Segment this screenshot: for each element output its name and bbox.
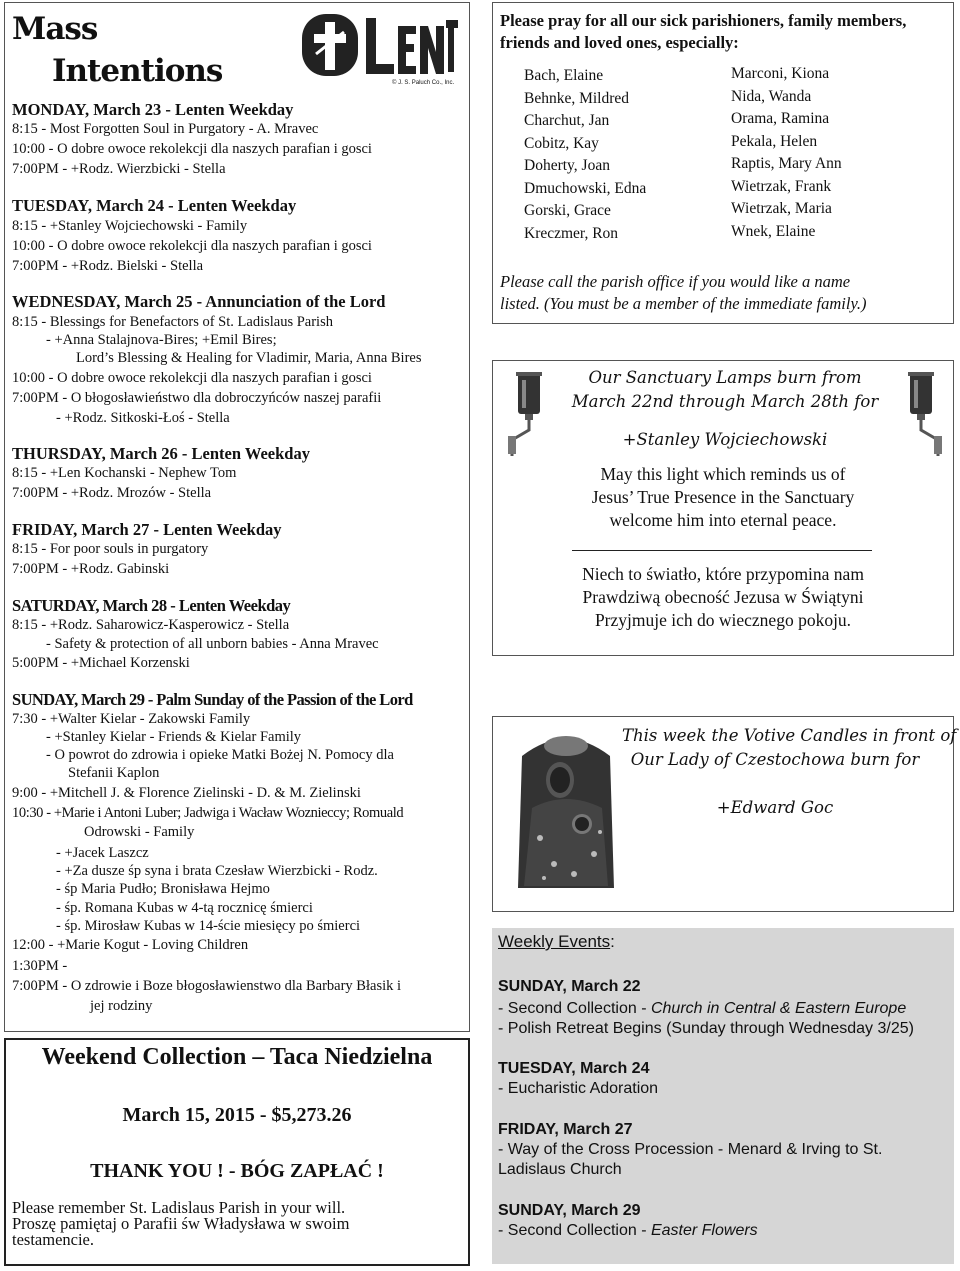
intention-line: 7:00PM - +Rodz. Gabinski [12,561,170,577]
sick-name: Cobitz, Kay [524,135,599,152]
will-reminder-line: Please remember St. Ladislaus Parish in your will. [12,1198,346,1217]
intention-line: 7:00PM - O błogosławieństwo dla dobroczyńców naszej parafii [12,390,382,406]
intention-line: 7:00PM - +Rodz. Mrozów - Stella [12,485,212,501]
intention-line: Lord’s Blessing & Healing for Vladimir, Maria, Anna Bires [76,350,422,366]
sick-name: Bach, Elaine [524,67,604,84]
intention-line: 1:30PM - [12,958,68,974]
copyright-notice: © J. S. Paluch Co., Inc. [392,80,455,86]
lamps-polish-line: Niech to światło, które przypomina nam [582,564,864,584]
intention-line: - +Stanley Kielar - Friends & Kielar Family [46,729,302,745]
collection-amount: March 15, 2015 - $5,273.26 [122,1104,352,1126]
monday-heading: MONDAY, March 23 - Lenten Weekday [12,100,294,119]
lamps-line: Our Sanctuary Lamps burn from [588,368,862,387]
intention-line: 10:30 - +Marie i Antoni Luber; Jadwiga i Wacław Woznieccy; Romuald [12,805,404,821]
event-line: - Second Collection - Easter Flowers [498,1222,758,1239]
event-line: - Eucharistic Adoration [498,1080,659,1097]
weekly-events-title: Weekly Events: [498,932,615,951]
intention-line: 9:00 - +Mitchell J. & Florence Zielinski - D. & M. Zielinski [12,785,361,801]
event-day-heading: TUESDAY, March 24 [498,1060,650,1077]
votive-line: This week the Votive Candles in front of [622,726,957,745]
sick-name: Orama, Ramina [731,110,830,127]
lamps-polish-line: Prawdziwą obecność Jezusa w Świątyni [582,587,864,607]
lamps-polish-line: Przyjmuje ich do wiecznego pokoju. [594,610,852,630]
intention-line: - +Rodz. Sitkoski-Łoś - Stella [56,410,230,426]
mass-title-line2: Intentions [52,53,223,89]
event-day-heading: SUNDAY, March 22 [498,978,641,995]
sick-list-note: listed. (You must be a member of the immediate family.) [500,294,867,313]
intention-line: 7:30 - +Walter Kielar - Zakowski Family [12,711,251,727]
intention-line: - śp Maria Pudło; Bronisława Hejmo [56,881,270,897]
intention-line: 5:00PM - +Michael Korzenski [12,655,190,671]
will-reminder-line: testamencie. [12,1230,95,1249]
sick-name: Wnek, Elaine [731,223,816,240]
sick-list-note: Please call the parish office if you would like a name [500,272,851,291]
sick-name: Pekala, Helen [731,133,818,150]
mass-title-line1: Mass [12,11,98,47]
sanctuary-lamp-icon [508,370,550,456]
intention-line: 10:00 - O dobre owoce rekolekcji dla naszych parafian i gosci [12,238,372,254]
sick-name: Dmuchowski, Edna [524,180,647,197]
tuesday-heading: TUESDAY, March 24 - Lenten Weekday [12,196,297,215]
intention-line: 8:15 - +Stanley Wojciechowski - Family [12,218,248,234]
sick-name: Behnke, Mildred [524,90,630,107]
lamps-name: +Stanley Wojciechowski [622,430,828,449]
collection-title: Weekend Collection – Taca Niedzielna [41,1044,433,1070]
sick-name: Nida, Wanda [731,88,812,105]
saturday-heading: SATURDAY, March 28 - Lenten Weekday [12,596,291,615]
sick-name: Marconi, Kiona [731,65,830,82]
intention-line: - +Za dusze śp syna i brata Czesław Wierzbicki - Rodz. [56,863,378,879]
intention-line: Odrowski - Family [84,824,195,840]
intention-line: 8:15 - +Len Kochanski - Nephew Tom [12,465,237,481]
intention-line: Stefanii Kaplon [68,765,160,781]
sick-name: Charchut, Jan [524,112,610,129]
thursday-heading: THURSDAY, March 26 - Lenten Weekday [12,444,310,463]
sick-list-heading: Please pray for all our sick parishioners, family members, friends and loved ones, especially: [500,11,907,52]
our-lady-of-czestochowa-image [510,728,622,896]
intention-line: - +Anna Stalajnova-Bires; +Emil Bires; [46,332,277,348]
intention-line: 10:00 - O dobre owoce rekolekcji dla naszych parafian i gosci [12,370,372,386]
event-day-heading: FRIDAY, March 27 [498,1121,633,1138]
wednesday-heading: WEDNESDAY, March 25 - Annunciation of the Lord [12,292,386,311]
sick-name: Gorski, Grace [524,202,611,219]
lamps-english-line: Jesus’ True Presence in the Sanctuary [591,487,855,507]
intention-line: - śp. Mirosław Kubas w 14-ście miesięcy po śmierci [56,918,361,934]
lent-logo-cross-icon [300,12,460,84]
weekly-events-panel [492,928,954,1264]
collection-thanks: THANK YOU ! - BÓG ZAPŁAĆ ! [90,1160,384,1182]
sanctuary-lamp-icon [900,370,942,456]
intention-line: 8:15 - Blessings for Benefactors of St. Ladislaus Parish [12,314,333,330]
event-line: - Polish Retreat Begins (Sunday through Wednesday 3/25) [498,1020,914,1037]
intention-line: 8:15 - +Rodz. Saharowicz-Kasperowicz - Stella [12,617,290,633]
intention-line: jej rodziny [90,998,153,1014]
sunday-heading: SUNDAY, March 29 - Palm Sunday of the Passion of the Lord [12,690,413,709]
intention-line: 7:00PM - O zdrowie i Boze błogosławienstwo dla Barbary Błasik i [12,978,402,994]
sick-name: Kreczmer, Ron [524,225,619,242]
votive-line: Our Lady of Czestochowa burn for [630,750,920,769]
intention-line: 12:00 - +Marie Kogut - Loving Children [12,937,249,953]
votive-name: +Edward Goc [716,798,834,817]
sick-name: Wietrzak, Frank [731,178,832,195]
intention-line: - O powrot do zdrowia i opieke Matki Bożej N. Pomocy dla [46,747,394,763]
divider [572,550,872,551]
intention-line: 8:15 - Most Forgotten Soul in Purgatory - A. Mravec [12,121,319,137]
lamps-english-line: May this light which reminds us of [600,464,846,484]
lamps-english-line: welcome him into eternal peace. [609,510,837,530]
intention-line: 7:00PM - +Rodz. Wierzbicki - Stella [12,161,226,177]
intention-line: 10:00 - O dobre owoce rekolekcji dla naszych parafian i gosci [12,141,372,157]
event-day-heading: SUNDAY, March 29 [498,1202,641,1219]
lamps-line: March 22nd through March 28th for [571,392,879,411]
sick-name: Wietrzak, Maria [731,200,832,217]
intention-line: - Safety & protection of all unborn babies - Anna Mravec [46,636,379,652]
intention-line: - +Jacek Laszcz [56,845,149,861]
intention-line: 8:15 - For poor souls in purgatory [12,541,209,557]
friday-heading: FRIDAY, March 27 - Lenten Weekday [12,520,282,539]
will-reminder-line: Proszę pamiętaj o Parafii św Władysława w swoim [12,1214,350,1233]
event-line: - Way of the Cross Procession - Menard & Irving to St. [498,1141,883,1158]
sick-name: Raptis, Mary Ann [731,155,842,172]
sick-name: Doherty, Joan [524,157,610,174]
event-line: - Second Collection - Church in Central & Eastern Europe [498,1000,907,1017]
intention-line: - śp. Romana Kubas w 4-tą rocznicę śmierci [56,900,313,916]
event-line: Ladislaus Church [498,1161,622,1178]
intention-line: 7:00PM - +Rodz. Bielski - Stella [12,258,204,274]
